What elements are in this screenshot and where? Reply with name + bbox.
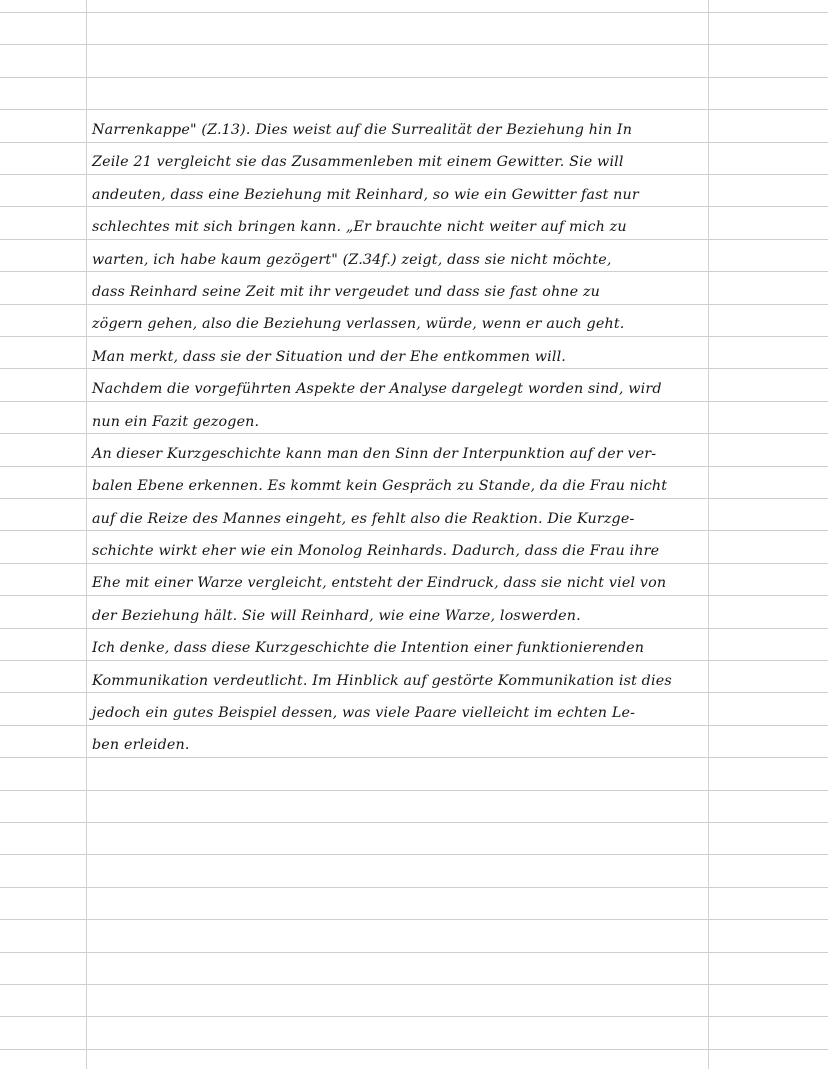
text-line: Nachdem die vorgeführten Aspekte der Analyse dargelegt worden sind, wird — [92, 381, 662, 398]
ruled-line — [0, 44, 828, 45]
text-line: schlechtes mit sich bringen kann. „Er brauchte nicht weiter auf mich zu — [92, 219, 627, 236]
ruled-line — [0, 77, 828, 78]
text-line: An dieser Kurzgeschichte kann man den Sinn der Interpunktion auf der ver- — [92, 445, 657, 462]
text-line: zögern gehen, also die Beziehung verlassen, würde, wenn er auch geht. — [92, 316, 625, 333]
text-line: Narrenkappe" (Z.13). Dies weist auf die Surrealität der Beziehung hin In — [92, 122, 633, 138]
text-line: der Beziehung hält. Sie will Reinhard, wie eine Warze, loswerden. — [92, 607, 581, 624]
ruled-line — [0, 919, 828, 920]
text-line: schichte wirkt eher wie ein Monolog Reinhards. Dadurch, dass die Frau ihre — [92, 543, 660, 560]
text-line: balen Ebene erkennen. Es kommt kein Gespräch zu Stande, da die Frau nicht — [92, 478, 668, 495]
ruled-line — [0, 984, 828, 985]
ruled-line — [0, 109, 828, 110]
ruled-line — [0, 1049, 828, 1050]
text-line: dass Reinhard seine Zeit mit ihr vergeudet und dass sie fast ohne zu — [92, 283, 601, 300]
margin-line — [86, 0, 87, 1069]
text-line: Ehe mit einer Warze vergleicht, entsteht der Eindruck, dass sie nicht viel von — [92, 575, 667, 592]
ruled-line — [0, 822, 828, 823]
text-line: auf die Reize des Mannes eingeht, es fehlt also die Reaktion. Die Kurzge- — [92, 510, 635, 527]
ruled-line — [0, 12, 828, 13]
ruled-line — [0, 1016, 828, 1017]
ruled-line — [0, 790, 828, 791]
text-line: nun ein Fazit gezogen. — [92, 413, 260, 430]
text-line: ben erleiden. — [92, 737, 190, 754]
text-line: warten, ich habe kaum gezögert" (Z.34f.) zeigt, dass sie nicht möchte, — [92, 251, 612, 268]
ruled-line — [0, 854, 828, 855]
text-line: andeuten, dass eine Beziehung mit Reinhard, so wie ein Gewitter fast nur — [92, 186, 639, 203]
handwritten-text — [92, 118, 712, 766]
ruled-line — [0, 952, 828, 953]
text-line: jedoch ein gutes Beispiel dessen, was viele Paare vielleicht im echten Le- — [92, 705, 636, 722]
ruled-line — [0, 887, 828, 888]
text-line: Zeile 21 vergleicht sie das Zusammenleben mit einem Gewitter. Sie will — [92, 154, 624, 171]
text-line: Man merkt, dass sie der Situation und der Ehe entkommen will. — [92, 348, 567, 365]
text-line: Ich denke, dass diese Kurzgeschichte die Intention einer funktionierenden — [92, 640, 645, 657]
text-line: Kommunikation verdeutlicht. Im Hinblick auf gestörte Kommunikation ist dies — [92, 672, 672, 689]
